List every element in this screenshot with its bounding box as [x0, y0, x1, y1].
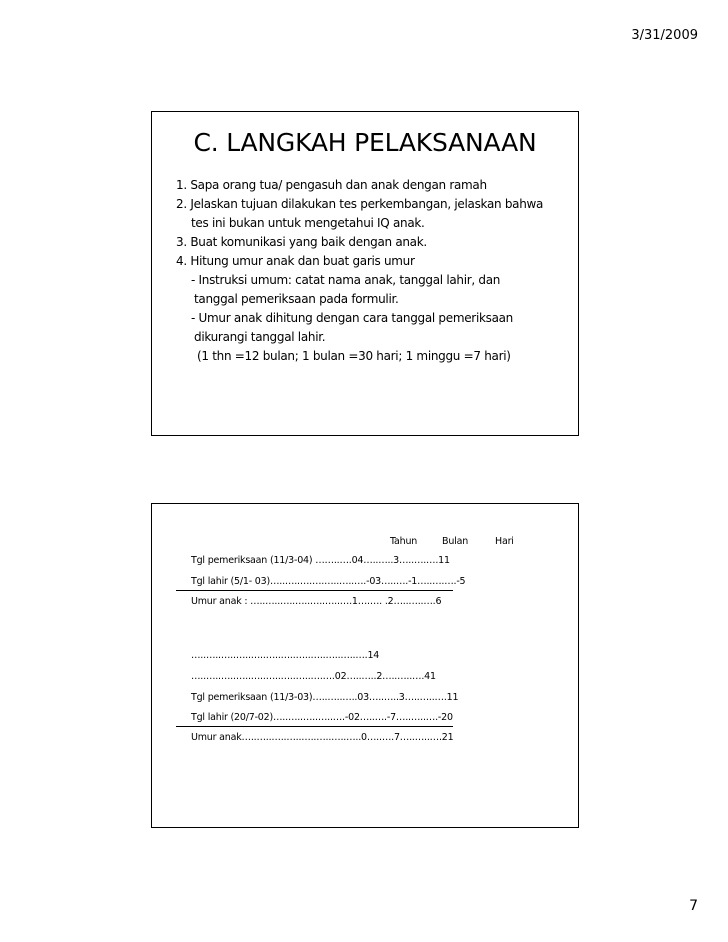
step-2-continuation: tes ini bukan untuk mengetahui IQ anak.: [191, 216, 425, 230]
example1-birth-date-row: Tgl lahir (5/1- 03)…..…..….….…..…..….-03…..….-1…..….….-5: [191, 576, 466, 587]
slide-body-text: [176, 176, 543, 366]
age-calculation-line: - Umur anak dihitung dengan cara tanggal pemeriksaan: [191, 311, 513, 325]
slide-langkah-pelaksanaan: [151, 111, 579, 436]
print-date: 3/31/2009: [631, 28, 698, 43]
example2-age-row: Umur anak…..…..…..…..…..…..…..…..0…..….7…..…..….21: [191, 732, 454, 743]
subtraction-line: [176, 590, 453, 591]
unit-conversion-note: (1 thn =12 bulan; 1 bulan =30 hari; 1 minggu =7 hari): [197, 349, 511, 363]
column-header-tahun: Tahun: [390, 536, 418, 547]
instruction-general-continuation: tanggal pemeriksaan pada formulir.: [194, 292, 399, 306]
example2-birth-date-row: Tgl lahir (20/7-02)…..…..…..…..….-02…..….-7…..…..….-20: [191, 712, 453, 723]
step-3-line: 3. Buat komunikasi yang baik dengan anak.: [176, 235, 427, 249]
example1-borrow-row-2: …..…..…..…..…..…..…..…..….….02…..…..2…..…..….41: [191, 671, 436, 682]
example2-exam-date-row: Tgl pemeriksaan (11/3-03)…..…..…..03…..…..3…..…..….11: [191, 692, 459, 703]
slide-title: C. LANGKAH PELAKSANAAN: [193, 128, 537, 157]
slide-age-calculation-examples: [151, 503, 579, 828]
example1-exam-date-row: Tgl pemeriksaan (11/3-04) ……..….04…..…..3…..….….11: [191, 555, 450, 566]
step-2-line: 2. Jelaskan tujuan dilakukan tes perkembangan, jelaskan bahwa: [176, 197, 544, 211]
step-4-line: 4. Hitung umur anak dan buat garis umur: [176, 254, 415, 268]
instruction-general-line: - Instruksi umum: catat nama anak, tanggal lahir, dan: [191, 273, 501, 287]
step-1-line: 1. Sapa orang tua/ pengasuh dan anak dengan ramah: [176, 178, 487, 192]
page-number: 7: [689, 898, 698, 914]
column-header-bulan: Bulan: [442, 536, 469, 547]
age-calculation-continuation: dikurangi tanggal lahir.: [194, 330, 326, 344]
example1-borrow-row-1: …..…..…..…..…..…..…..…..…..…..…..….14: [191, 650, 380, 661]
column-header-hari: Hari: [495, 536, 514, 547]
subtraction-line: [176, 726, 453, 727]
example1-age-row: Umur anak : …..…..…..…..…..…..….1….…. .2…..…..….6: [191, 596, 442, 607]
